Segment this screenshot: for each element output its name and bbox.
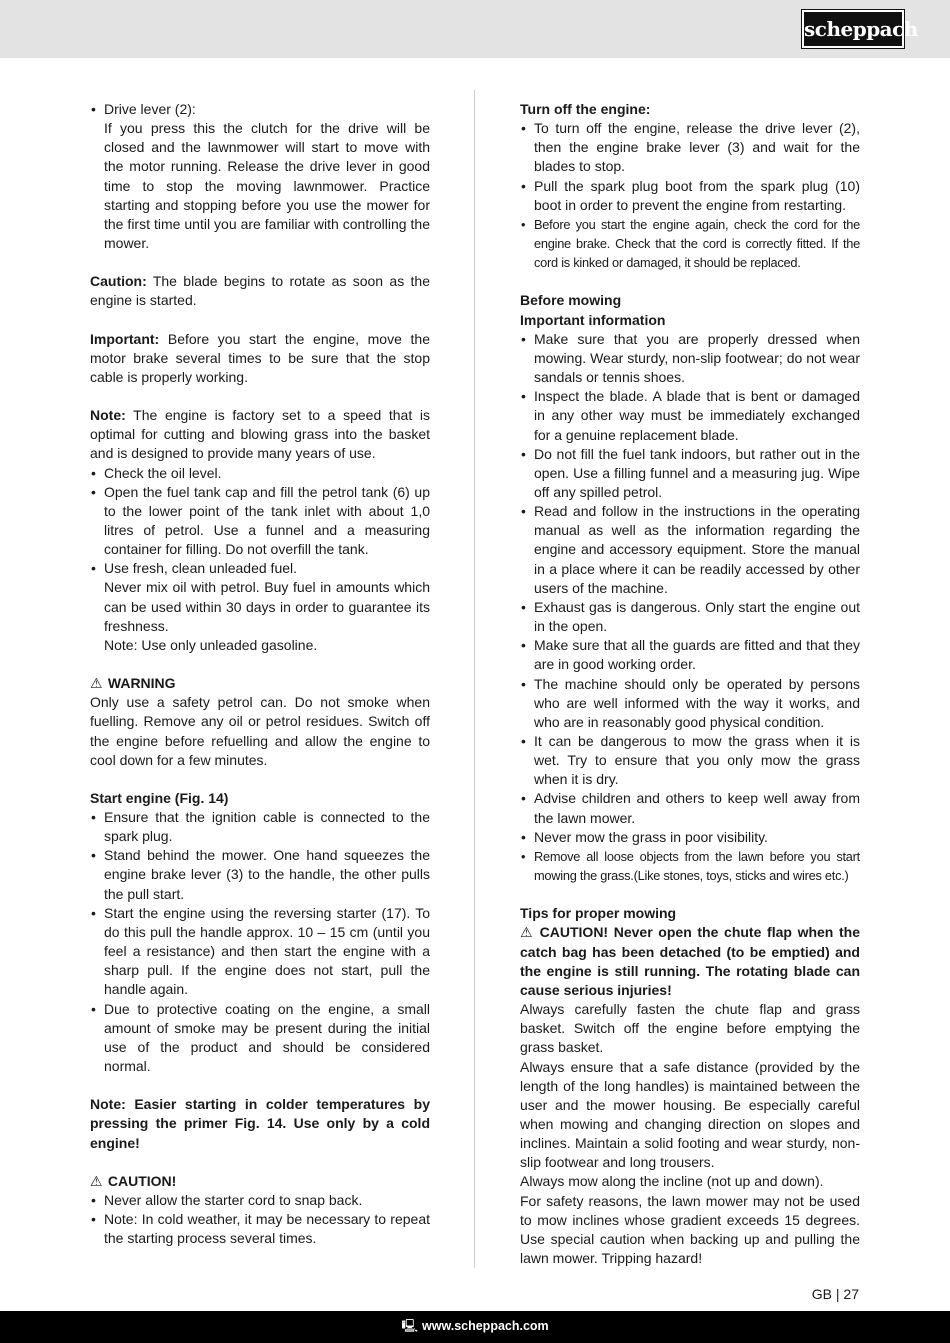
note-paragraph [90,406,430,463]
warning-heading [90,674,430,693]
list-item: • Inspect the blade. A blade that is bent or damaged in any other way must be immediately exchanged for a genuine replacement blade. [520,387,860,444]
list-item: • Note: In cold weather, it may be necessary to repeat the starting process several times. [90,1210,430,1248]
page-footer [0,1311,950,1343]
list-item: • Due to protective coating on the engine, a small amount of smoke may be present during the initial use of the product and should be considered normal. [90,1000,430,1077]
list-item: • To turn off the engine, release the drive lever (2), then the engine brake lever (3) and wait for the blades to stop. [520,119,860,176]
start-engine-heading: Start engine (Fig. 14) [90,789,229,806]
left-column [90,100,430,1248]
list-item: • Never mow the grass in poor visibility. [520,828,860,847]
turn-off-list [520,119,860,272]
scheppach-logo: scheppach [802,10,904,48]
website-link[interactable]: www.scheppach.com [422,1319,549,1333]
list-item: • Check the oil level. [90,464,430,483]
caution-list [90,1191,430,1248]
list-item: • Make sure that all the guards are fitted and that they are in good working order. [520,636,860,674]
list-item: • Never allow the starter cord to snap back. [90,1191,430,1210]
fuel-sub-text: Never mix oil with petrol. Buy fuel in amounts which can be used within 30 days in order to guarantee its freshness. [104,579,430,634]
list-item: • It can be dangerous to mow the grass when it is wet. Try to ensure that you only mow the grass when it is dry. [520,732,860,789]
note-text: The engine is factory set to a speed that is optimal for cutting and blowing grass into the basket and is designed to provide many years of use. [90,407,430,462]
fuel-sub-note: Note: Use only unleaded gasoline. [104,636,318,653]
before-mowing-list [520,330,860,886]
caution-title: CAUTION! [107,1172,177,1189]
important-text: Before you start the engine, move the motor brake several times to be sure that the stop cable is properly working. [90,330,430,385]
column-divider [474,90,475,1268]
list-item: • Exhaust gas is dangerous. Only start the engine out in the open. [520,598,860,636]
right-column [520,100,860,1268]
list-item: • Make sure that you are properly dressed when mowing. Wear sturdy, non-slip footwear; do not wear sandals or tennis shoes. [520,330,860,387]
tips-caution [520,923,860,1000]
list-item: • Advise children and others to keep well away from the lawn mower. [520,789,860,827]
warning-triangle-icon: ⚠ [520,924,533,941]
caution-label: Caution: [90,273,147,290]
start-engine-list [90,808,430,1076]
important-paragraph [90,330,430,387]
computer-icon: 🖳 [401,1319,419,1333]
warning-title: WARNING [107,675,176,692]
drive-lever-text: If you press this the clutch for the drive will be closed and the lawnmower will start to move with the motor running. Release the drive lever in good time to stop the moving lawnmower. Practice starting and stopping before you use the mower for the first time until you are familiar with controlling the mower. [104,120,430,252]
caution-text: The blade begins to rotate as soon as the engine is started. [90,273,430,309]
caution-paragraph [90,272,430,310]
caution-heading [90,1172,430,1191]
tips-paragraph: Always ensure that a safe distance (provided by the length of the long handles) is maintained between the user and the mower housing. Be especially careful when mowing and changing direction on slopes and inclines. Maintain a solid footing and wear sturdy, non-slip footwear and long trousers. [520,1058,860,1171]
warning-text: Only use a safety petrol can. Do not smoke when fuelling. Remove any oil or petrol residues. Switch off the engine before refuelling and allow the engine to cool down for a few minutes. [90,694,430,768]
list-item: • Do not fill the fuel tank indoors, but rather out in the open. Use a filling funnel and a measuring jug. Wipe off any spilled petrol. [520,445,860,502]
list-item: • Stand behind the mower. One hand squeezes the engine brake lever (3) to the handle, the other pulls the pull start. [90,846,430,903]
list-item: • Ensure that the ignition cable is connected to the spark plug. [90,808,430,846]
list-item [90,559,430,655]
note-list [90,464,430,656]
important-information-heading: Important information [520,311,666,328]
list-item: • The machine should only be operated by persons who are well informed with the way it works, and who are in reasonably good physical condition. [520,675,860,732]
important-label: Important: [90,330,160,347]
list-item [90,100,430,253]
cold-start-note: Note: Easier starting in colder temperatures by pressing the primer Fig. 14. Use only by a cold engine! [90,1096,430,1151]
fuel-item-text: • Use fresh, clean unleaded fuel. [104,560,298,577]
tips-paragraph: For safety reasons, the lawn mower may not be used to mow inclines whose gradient exceeds 15 degrees. Use special caution when backing up and pulling the lawn mower. Tripping hazard! [520,1192,860,1267]
warning-triangle-icon: ⚠ [90,675,103,692]
page-header [0,0,950,58]
page-number: GB | 27 [811,1286,859,1302]
list-item: • Pull the spark plug boot from the spark plug (10) boot in order to prevent the engine from restarting. [520,177,860,215]
tips-heading: Tips for proper mowing [520,905,677,922]
list-item: • Open the fuel tank cap and fill the petrol tank (6) up to the lower point of the tank inlet with about 1,0 litres of petrol. Use a funnel and a measuring container for filling. Do not overfill the tank. [90,483,430,560]
before-mowing-heading: Before mowing [520,292,622,309]
tips-paragraph: Always carefully fasten the chute flap and grass basket. Switch off the engine before emptying the grass basket. [520,1001,860,1056]
turn-off-heading: Turn off the engine: [520,101,651,117]
list-item: • Read and follow in the instructions in the operating manual as well as the information regarding the engine and accessory equipment. Store the manual in a place where it can be readily accessed by other users of the machine. [520,502,860,598]
tips-paragraph: Always mow along the incline (not up and down). [520,1173,824,1190]
drive-lever-list [90,100,430,253]
list-item: • Start the engine using the reversing starter (17). To do this pull the handle approx. 10 – 15 cm (until you feel a resistance) and then start the engine with a sharp pull. If the engine does not start, pull the handle again. [90,904,430,1000]
tips-caution-text: CAUTION! Never open the chute flap when the catch bag has been detached (to be emptied) and the engine is still running. The rotating blade can cause serious injuries! [520,924,861,998]
list-item: • Before you start the engine again, check the cord for the engine brake. Check that the cord is correctly fitted. If the cord is kinked or damaged, it should be replaced. [520,215,860,272]
note-label: Note: [90,407,126,424]
warning-triangle-icon: ⚠ [90,1172,103,1189]
drive-lever-title: • Drive lever (2): [104,101,196,117]
list-item: • Remove all loose objects from the lawn before you start mowing the grass.(Like stones, toys, sticks and wires etc.) [520,847,860,885]
